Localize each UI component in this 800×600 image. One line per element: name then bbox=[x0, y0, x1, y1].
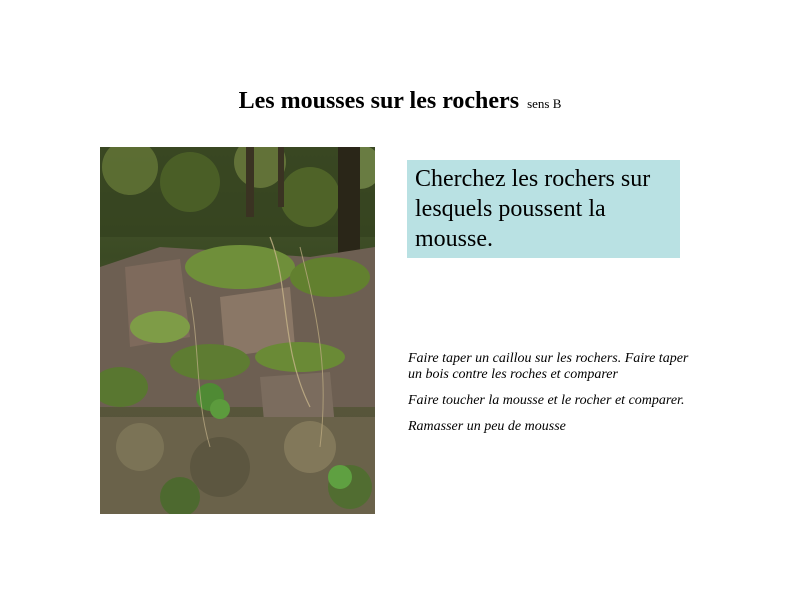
mossy-rocks-image bbox=[100, 147, 375, 514]
title-main: Les mousses sur les rochers bbox=[238, 88, 520, 114]
instruction-item: Faire taper un caillou sur les rochers. Faire taper un bois contre les roches et comparer bbox=[408, 351, 689, 382]
mossy-rocks-photo bbox=[100, 147, 375, 514]
instruction-item: Faire toucher la mousse et le rocher et comparer. bbox=[408, 393, 685, 408]
slide-title bbox=[0, 88, 800, 115]
instruction-item: Ramasser un peu de mousse bbox=[408, 419, 566, 434]
instruction-callout: Cherchez les rochers sur lesquels poussent la mousse. bbox=[407, 160, 680, 258]
title-subtitle: sens B bbox=[527, 96, 562, 111]
activity-instructions bbox=[408, 351, 698, 445]
